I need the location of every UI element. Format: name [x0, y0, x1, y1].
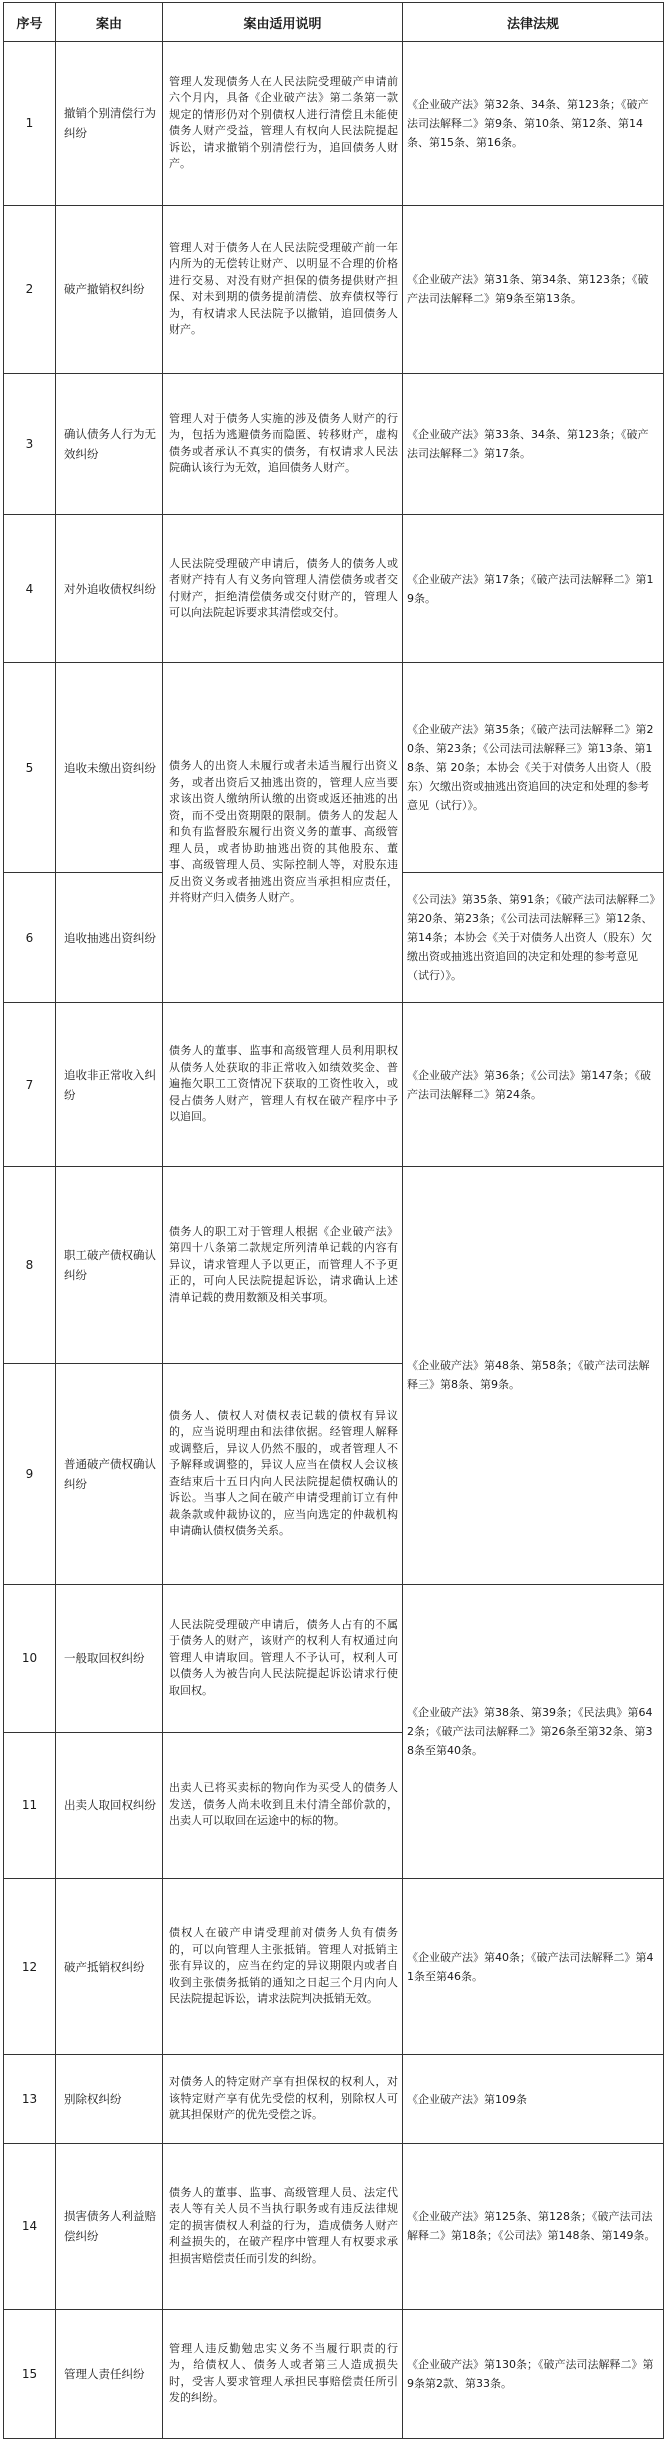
cause-cell: 损害债务人利益赔偿纠纷 — [56, 2143, 163, 2309]
laws-cell: 《企业破产法》第33条、34条、第123条；《破产法司法解释二》第17条。 — [403, 373, 664, 514]
table-row — [4, 1166, 664, 1363]
bankruptcy-cause-table — [3, 2, 664, 2439]
table-row — [4, 2055, 664, 2143]
cause-cell: 追收未缴出资纠纷 — [56, 663, 163, 873]
description-cell: 出卖人已将买卖标的物向作为买受人的债务人发送，债务人尚未收到且未付清全部价款的，出卖人可以取回在运途中的标的物。 — [163, 1732, 403, 1878]
cause-cell: 撤销个别清偿行为纠纷 — [56, 42, 163, 206]
table-row — [4, 2309, 664, 2438]
cause-cell: 破产撤销权纠纷 — [56, 205, 163, 373]
header-row — [4, 3, 664, 42]
row-number: 12 — [4, 1878, 56, 2055]
table-row — [4, 1003, 664, 1167]
cause-cell: 确认债务人行为无效纠纷 — [56, 373, 163, 514]
description-cell: 管理人对于债务人在人民法院受理破产前一年内所为的无偿转让财产、以明显不合理的价格进行交易、对没有财产担保的债务提供财产担保、对未到期的债务提前清偿、放弃债权等行为，有权请求人民法院予以撤销，追回债务人财产。 — [163, 205, 403, 373]
table-row — [4, 373, 664, 514]
header-laws: 法律法规 — [403, 3, 664, 42]
cause-cell: 管理人责任纠纷 — [56, 2309, 163, 2438]
laws-cell: 《企业破产法》第109条 — [403, 2055, 664, 2143]
row-number: 9 — [4, 1363, 56, 1584]
cause-cell: 对外追收债权纠纷 — [56, 514, 163, 662]
description-cell: 对债务人的特定财产享有担保权的权利人，对该特定财产享有优先受偿的权利，别除权人可就其担保财产的优先受偿之诉。 — [163, 2055, 403, 2143]
laws-cell: 《企业破产法》第36条；《公司法》第147条；《破产法司法解释二》第24条。 — [403, 1003, 664, 1167]
cause-cell: 别除权纠纷 — [56, 2055, 163, 2143]
cause-cell: 追收非正常收入纠纷 — [56, 1003, 163, 1167]
row-number: 5 — [4, 663, 56, 873]
table-row — [4, 42, 664, 206]
laws-cell: 《企业破产法》第125条、第128条；《破产法司法解释二》第18条；《公司法》第148条、第149条。 — [403, 2143, 664, 2309]
cause-cell: 普通破产债权确认纠纷 — [56, 1363, 163, 1584]
row-number: 14 — [4, 2143, 56, 2309]
description-cell: 管理人发现债务人在人民法院受理破产申请前六个月内，具备《企业破产法》第二条第一款规定的情形仍对个别债权人进行清偿且未能使债务人财产受益，管理人有权向人民法院提起诉讼，请求撤销个别清偿行为，追回债务人财产。 — [163, 42, 403, 206]
row-number: 11 — [4, 1732, 56, 1878]
description-cell: 管理人对于债务人实施的涉及债务人财产的行为，包括为逃避债务而隐匿、转移财产，虚构债务或者承认不真实的债务，有权请求人民法院确认该行为无效，追回债务人财产。 — [163, 373, 403, 514]
description-cell: 人民法院受理破产申请后，债务人占有的不属于债务人的财产，该财产的权利人有权通过向管理人申请取回。管理人不予认可，权利人可以债务人为被告向人民法院提起诉讼请求行使取回权。 — [163, 1584, 403, 1732]
description-cell: 管理人违反勤勉忠实义务不当履行职责的行为，给债权人、债务人或者第三人造成损失时，受害人要求管理人承担民事赔偿责任所引发的纠纷。 — [163, 2309, 403, 2438]
laws-cell: 《企业破产法》第40条；《破产法司法解释二》第41条至第46条。 — [403, 1878, 664, 2055]
laws-cell: 《企业破产法》第35条；《破产法司法解释二》第20条、第23条；《公司法司法解释三》第13条、第18条、第 20条；本协会《关于对债务人出资人（股东）欠缴出资或抽逃出资追回的决定和处理的参考意见（试行）》。 — [403, 663, 664, 873]
cause-cell: 出卖人取回权纠纷 — [56, 1732, 163, 1878]
laws-cell: 《企业破产法》第31条、第34条、第123条；《破产法司法解释二》第9条至第13条。 — [403, 205, 664, 373]
row-number: 1 — [4, 42, 56, 206]
table-row — [4, 514, 664, 662]
header-cause: 案由 — [56, 3, 163, 42]
laws-cell: 《企业破产法》第48条、第58条；《破产法司法解释三》第8条、第9条。 — [403, 1166, 664, 1584]
cause-cell: 一般取回权纠纷 — [56, 1584, 163, 1732]
cause-cell: 追收抽逃出资纠纷 — [56, 873, 163, 1003]
laws-cell: 《企业破产法》第38条、第39条；《民法典》第642条；《破产法司法解释二》第26条至第32条、第38条至第40条。 — [403, 1584, 664, 1878]
description-cell: 债务人的职工对于管理人根据《企业破产法》第四十八条第二款规定所列清单记载的内容有异议，请求管理人予以更正，而管理人不予更正的，可向人民法院提起诉讼，请求确认上述清单记载的费用数额及相关事项。 — [163, 1166, 403, 1363]
laws-cell: 《企业破产法》第32条、34条、第123条；《破产法司法解释二》第9条、第10条、第12条、第14条、第15条、第16条。 — [403, 42, 664, 206]
description-cell: 债务人的董事、监事和高级管理人员利用职权从债务人处获取的非正常收入如绩效奖金、普遍拖欠职工工资情况下获取的工资性收入，或侵占债务人财产，管理人有权在破产程序中予以追回。 — [163, 1003, 403, 1167]
table-row — [4, 663, 664, 873]
table-row — [4, 2143, 664, 2309]
description-cell: 债务人、债权人对债权表记载的债权有异议的，应当说明理由和法律依据。经管理人解释或调整后，异议人仍然不服的，或者管理人不予解释或调整的，异议人应当在债权人会议核查结束后十五日内向人民法院提起债权确认的诉讼。当事人之间在破产申请受理前订立有仲裁条款或仲裁协议的，应当向选定的仲裁机构申请确认债权债务关系。 — [163, 1363, 403, 1584]
cause-cell: 职工破产债权确认纠纷 — [56, 1166, 163, 1363]
row-number: 15 — [4, 2309, 56, 2438]
row-number: 2 — [4, 205, 56, 373]
header-desc: 案由适用说明 — [163, 3, 403, 42]
table-row — [4, 1878, 664, 2055]
cause-cell: 破产抵销权纠纷 — [56, 1878, 163, 2055]
description-cell: 债务人的出资人未履行或者未适当履行出资义务，或者出资后又抽逃出资的，管理人应当要求该出资人缴纳所认缴的出资或返还抽逃的出资，而不受出资期限的限制。债务人的发起人和负有监督股东履行出资义务的董事、高级管理人员，或者协助抽逃出资的其他股东、董事、高级管理人员、实际控制人等，对股东违反出资义务或者抽逃出资应当承担相应责任，并将财产归入债务人财产。 — [163, 663, 403, 1003]
row-number: 10 — [4, 1584, 56, 1732]
table-row — [4, 205, 664, 373]
table-row — [4, 1584, 664, 1732]
row-number: 7 — [4, 1003, 56, 1167]
row-number: 13 — [4, 2055, 56, 2143]
description-cell: 债权人在破产申请受理前对债务人负有债务的，可以向管理人主张抵销。管理人对抵销主张有异议的，应当在约定的异议期限内或者自收到主张债务抵销的通知之日起三个月内向人民法院提起诉讼，请求法院判决抵销无效。 — [163, 1878, 403, 2055]
row-number: 3 — [4, 373, 56, 514]
laws-cell: 《企业破产法》第130条；《破产法司法解释二》第9条第2款、第33条。 — [403, 2309, 664, 2438]
row-number: 6 — [4, 873, 56, 1003]
laws-cell: 《企业破产法》第17条；《破产法司法解释二》第19条。 — [403, 514, 664, 662]
header-no: 序号 — [4, 3, 56, 42]
description-cell: 人民法院受理破产申请后，债务人的债务人或者财产持有人有义务向管理人清偿债务或者交付财产，拒绝清偿债务或交付财产的，管理人可以向法院起诉要求其清偿或交付。 — [163, 514, 403, 662]
row-number: 4 — [4, 514, 56, 662]
row-number: 8 — [4, 1166, 56, 1363]
description-cell: 债务人的董事、监事、高级管理人员、法定代表人等有关人员不当执行职务或有违反法律规定的损害债权人利益的行为，造成债务人财产利益损失的，在破产程序中管理人有权要求承担损害赔偿责任而引发的纠纷。 — [163, 2143, 403, 2309]
laws-cell: 《公司法》第35条、第91条；《破产法司法解释二》第20条、第23条；《公司法司法解释三》第12条、第14条；本协会《关于对债务人出资人（股东）欠缴出资或抽逃出资追回的决定和处理的参考意见（试行）》。 — [403, 873, 664, 1003]
